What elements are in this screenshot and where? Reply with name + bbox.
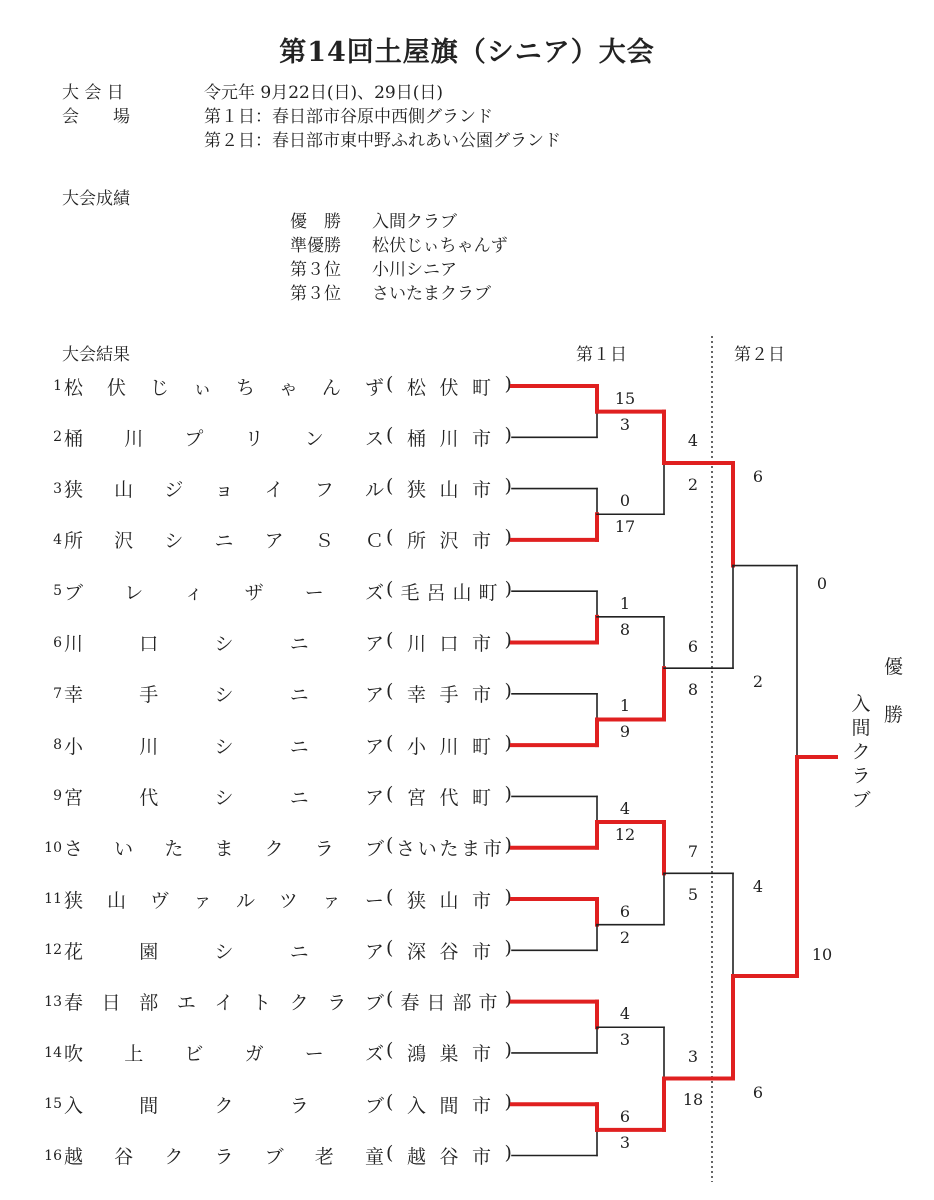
- score-label: 9: [619, 722, 631, 742]
- team-city: ( 入 間 市 ): [386, 1090, 512, 1117]
- team-number: 8: [53, 737, 62, 754]
- team-number: 14: [44, 1044, 62, 1061]
- team-number: 13: [44, 993, 62, 1010]
- score-label: 7: [687, 841, 699, 861]
- score-label: 8: [687, 679, 699, 699]
- result-rank-1: 優 勝: [290, 212, 341, 232]
- results-heading: 大会成績: [62, 189, 130, 209]
- team-city: ( 春 日 部 市 ): [386, 988, 512, 1015]
- team-name: 所 沢 シ ニ ア Ｓ Ｃ: [64, 530, 384, 553]
- champion-heading-2: 勝: [884, 704, 904, 726]
- team-number: 5: [53, 583, 62, 600]
- score-label: 4: [619, 1004, 631, 1024]
- score-label: 0: [816, 574, 828, 593]
- result-team-2: 松伏じぃちゃんず: [372, 236, 508, 256]
- team-city: ( 鴻 巣 市 ): [386, 1039, 512, 1066]
- score-label: 2: [687, 474, 699, 494]
- date-label: 大 会 日: [62, 83, 124, 103]
- team-city: ( 宮 代 町 ): [386, 782, 512, 809]
- team-number: 4: [53, 531, 62, 548]
- result-team-1: 入間クラブ: [372, 212, 457, 232]
- team-name: 花 園 シ ニ ア: [64, 940, 384, 963]
- score-label: 17: [614, 517, 636, 537]
- score-label: 6: [752, 466, 764, 486]
- result-rank-4: 第３位: [290, 284, 341, 304]
- score-label: 4: [752, 877, 764, 897]
- team-name: ブ レ ィ ザ ー ズ: [64, 581, 384, 604]
- team-city: ( 狭 山 市 ): [386, 885, 512, 912]
- score-label: 3: [619, 414, 631, 434]
- day2-label: 第２日: [734, 345, 785, 365]
- team-number: 12: [44, 942, 62, 959]
- team-number: 15: [44, 1096, 62, 1113]
- score-label: 3: [687, 1046, 699, 1066]
- bracket-heading: 大会結果: [62, 345, 130, 365]
- score-label: 8: [619, 619, 631, 639]
- team-name: 狭 山 ジ ョ イ フ ル: [64, 479, 384, 502]
- team-city: ( 桶 川 市 ): [386, 423, 512, 450]
- team-number: 6: [53, 634, 62, 651]
- venue-label: 会 場: [62, 107, 130, 127]
- page-title: 第14回土屋旗（シニア）大会: [279, 37, 655, 68]
- team-city: ( さ い た ま 市 ): [386, 834, 512, 861]
- venue-day1: 第１日：春日部市谷原中西側グランド: [204, 107, 493, 127]
- champion-heading-1: 優: [884, 656, 904, 678]
- result-team-3: 小川シニア: [372, 260, 457, 280]
- score-label: 6: [619, 901, 631, 921]
- champion-name: 入間クラブ: [851, 693, 871, 811]
- team-name: 桶 川 プ リ ン ス: [64, 427, 384, 450]
- team-number: 1: [53, 378, 62, 394]
- team-number: 7: [53, 685, 62, 702]
- team-number: 2: [53, 429, 62, 446]
- team-city: ( 幸 手 市 ): [386, 680, 512, 707]
- team-name: 越 谷 ク ラ ブ 老 童: [64, 1146, 384, 1168]
- score-label: 3: [619, 1030, 631, 1050]
- team-name: 入 間 ク ラ ブ: [64, 1094, 384, 1117]
- result-rank-2: 準優勝: [290, 236, 341, 256]
- team-city: ( 深 谷 市 ): [386, 936, 512, 963]
- score-label: 2: [752, 672, 764, 692]
- score-label: 3: [619, 1132, 631, 1152]
- score-label: 15: [614, 388, 636, 408]
- score-label: 4: [619, 799, 631, 819]
- team-name: 幸 手 シ ニ ア: [64, 684, 384, 707]
- date-value: 令元年 9月22日(日)、29日(日): [204, 83, 444, 103]
- team-city: ( 川 口 市 ): [386, 629, 512, 655]
- team-name: さ い た ま ク ラ ブ: [64, 838, 384, 861]
- result-rank-3: 第３位: [290, 260, 341, 280]
- team-name: 吹 上 ビ ガ ー ズ: [64, 1043, 384, 1066]
- team-number: 9: [53, 788, 62, 805]
- score-label: 6: [687, 636, 699, 656]
- team-name: 川 口 シ ニ ア: [64, 633, 384, 655]
- team-number: 16: [44, 1147, 62, 1164]
- team-number: 10: [44, 839, 62, 856]
- team-city: ( 毛 呂 山 町 ): [386, 577, 512, 604]
- team-city: ( 小 川 町 ): [386, 731, 512, 758]
- team-city: ( 松 伏 町 ): [386, 372, 512, 399]
- team-name: 狭 山 ヴ ァ ル ツ ァ ー: [64, 889, 384, 912]
- team-city: ( 所 沢 市 ): [386, 526, 512, 553]
- score-label: 1: [619, 696, 631, 716]
- team-name: 松 伏 じ ぃ ち ゃ ん ず: [64, 376, 384, 399]
- score-label: 6: [752, 1082, 764, 1102]
- team-name: 春 日 部 エ イ ト ク ラ ブ: [64, 992, 384, 1015]
- score-label: 4: [687, 431, 699, 451]
- team-city: ( 狭 山 市 ): [386, 475, 512, 502]
- score-label: 12: [614, 825, 636, 845]
- score-label: 5: [687, 885, 699, 904]
- score-label: 10: [811, 945, 833, 964]
- score-label: 0: [619, 491, 631, 511]
- score-label: 1: [619, 593, 631, 613]
- team-name: 小 川 シ ニ ア: [64, 735, 384, 758]
- team-number: 3: [53, 480, 62, 497]
- venue-day2: 第２日：春日部市東中野ふれあい公園グランド: [204, 131, 561, 151]
- team-city: ( 越 谷 市 ): [386, 1142, 512, 1168]
- team-number: 11: [44, 891, 62, 907]
- score-label: 2: [619, 927, 631, 947]
- score-label: 18: [682, 1090, 704, 1110]
- day1-label: 第１日: [576, 345, 627, 365]
- score-label: 6: [619, 1106, 631, 1126]
- result-team-4: さいたまクラブ: [372, 284, 491, 304]
- team-name: 宮 代 シ ニ ア: [64, 786, 384, 809]
